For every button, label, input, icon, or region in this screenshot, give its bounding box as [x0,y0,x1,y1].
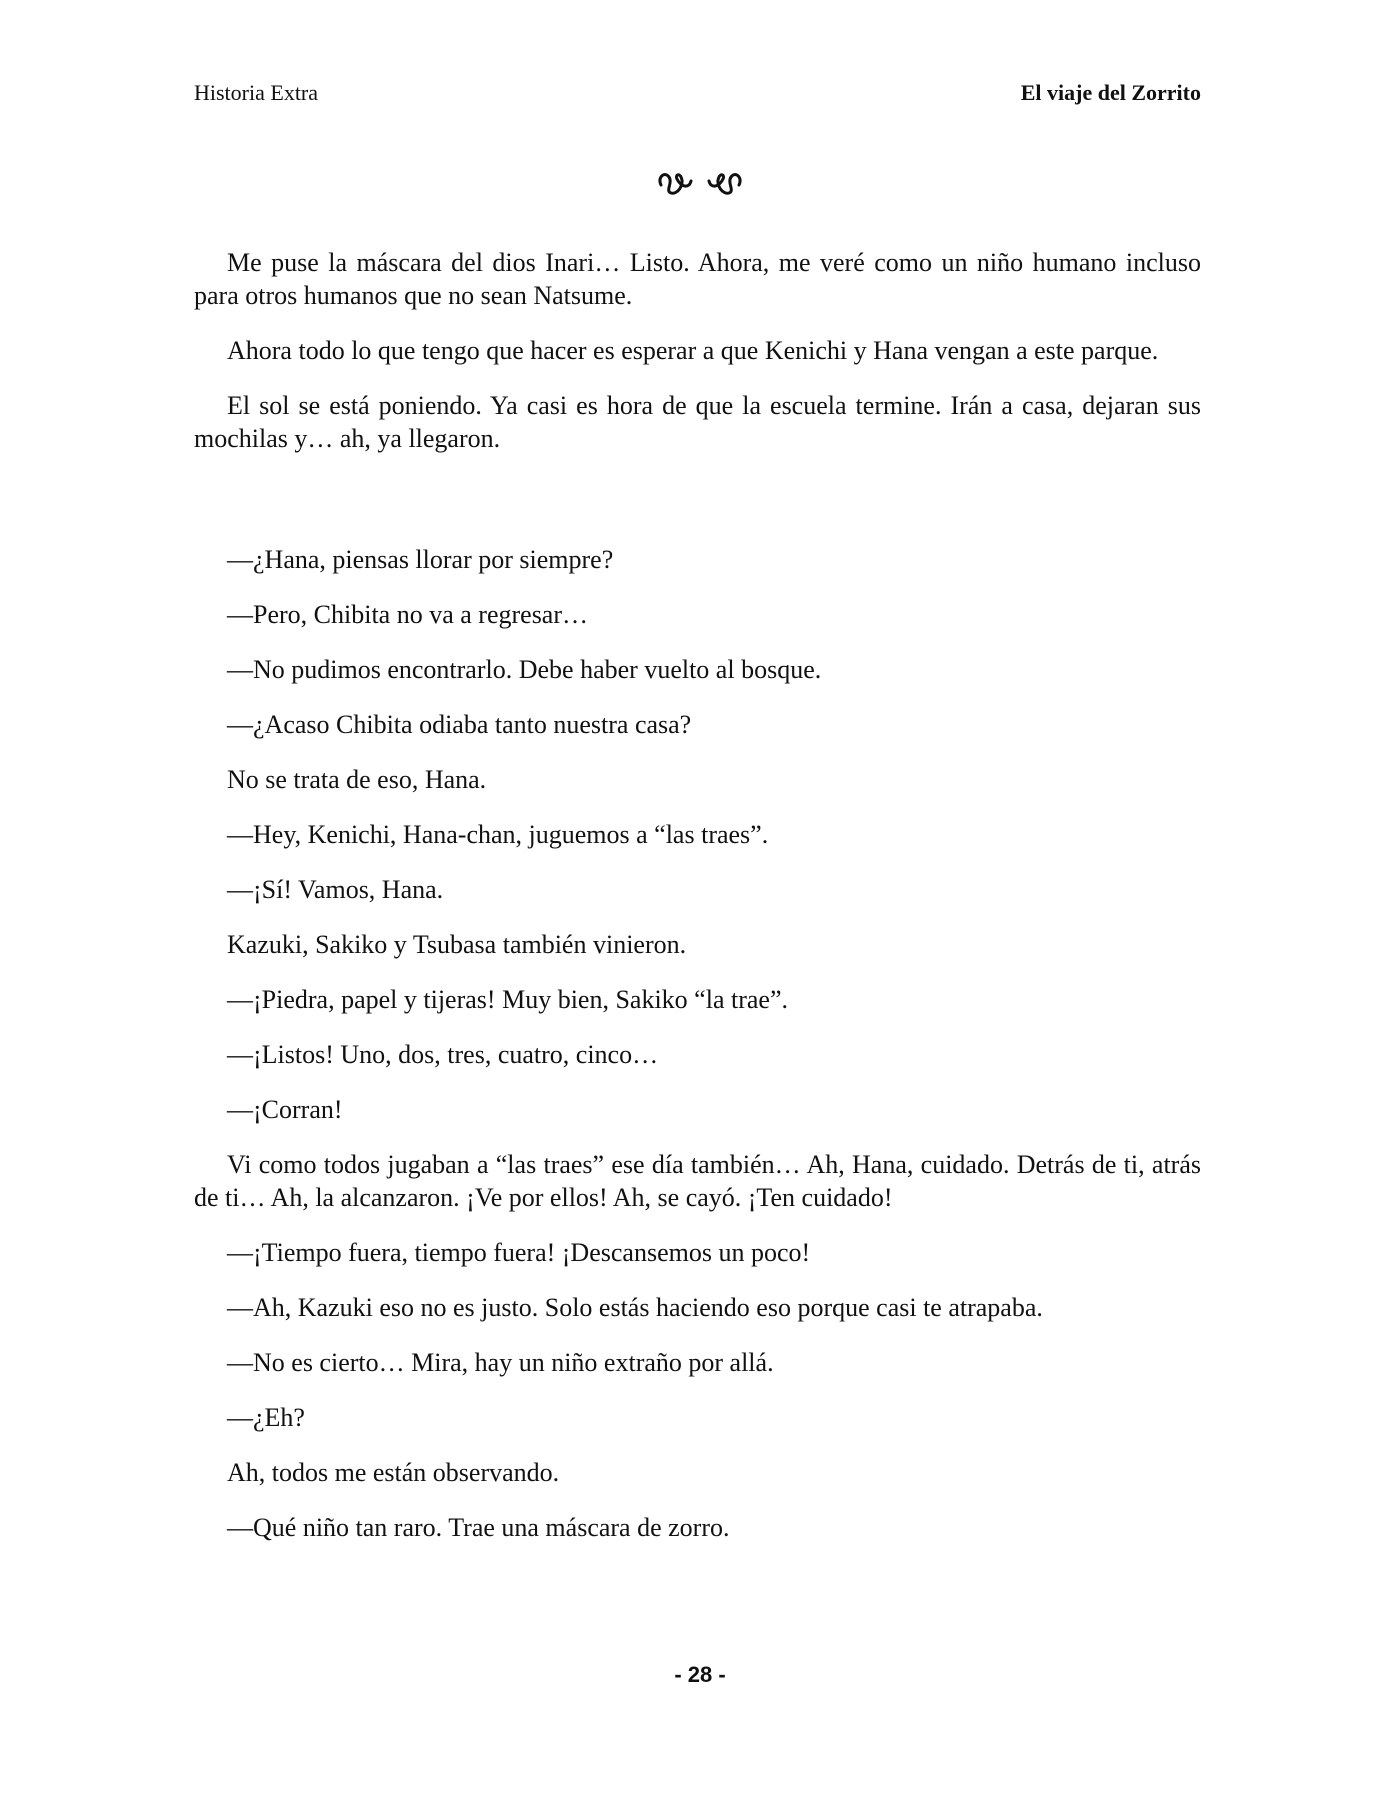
body-text [194,246,1201,1566]
dialogue-line: —¡Listos! Uno, dos, tres, cuatro, cinco… [227,1040,659,1069]
dialogue-line: —¡Piedra, papel y tijeras! Muy bien, Sakiko “la trae”. [227,985,788,1014]
book-title: El viaje del Zorrito [1020,80,1201,105]
dialogue-line: —¡Sí! Vamos, Hana. [227,875,444,904]
ornament-flourish-icon [655,165,745,201]
dialogue-line: —¡Corran! [227,1095,343,1124]
narration-line: Kazuki, Sakiko y Tsubasa también vinieron. [227,930,687,959]
dialogue-line: —No pudimos encontrarlo. Debe haber vuelto al bosque. [227,655,822,684]
dialogue-line: —¿Eh? [227,1403,305,1432]
dialogue-line: —No es cierto… Mira, hay un niño extraño por allá. [227,1348,774,1377]
dialogue-line: —Qué niño tan raro. Trae una máscara de zorro. [227,1513,730,1542]
paragraph: Ahora todo lo que tengo que hacer es esperar a que Kenichi y Hana vengan a este parque. [227,336,1159,365]
dialogue-line: —¿Hana, piensas llorar por siempre? [227,545,614,574]
narration-line: No se trata de eso, Hana. [227,765,487,794]
scene-break-gap [194,477,1201,543]
narration-paragraph: Vi como todos jugaban a “las traes” ese día también… Ah, Hana, cuidado. Detrás de ti, atrás de ti… Ah, la alcanzaron. ¡Ve por ellos! Ah, se cayó. ¡Ten cuidado! [194,1150,1201,1212]
dialogue-line: —Hey, Kenichi, Hana-chan, juguemos a “las traes”. [227,820,769,849]
narration-line: Ah, todos me están observando. [227,1458,560,1487]
dialogue-line: —Pero, Chibita no va a regresar… [227,600,589,629]
dialogue-line: —¿Acaso Chibita odiaba tanto nuestra casa? [227,710,692,739]
paragraph: El sol se está poniendo. Ya casi es hora de que la escuela termine. Irán a casa, dejaran sus mochilas y… ah, ya llegaron. [194,391,1201,453]
dialogue-line: —Ah, Kazuki eso no es justo. Solo estás haciendo eso porque casi te atrapaba. [227,1293,1043,1322]
page-number: - 28 - [674,1662,726,1687]
section-title: Historia Extra [194,80,319,105]
paragraph: Me puse la máscara del dios Inari… Listo. Ahora, me veré como un niño humano incluso para otros humanos que no sean Natsume. [194,248,1201,310]
dialogue-line: —¡Tiempo fuera, tiempo fuera! ¡Descansemos un poco! [227,1238,811,1267]
running-header [194,80,1201,112]
section-ornament-icon [0,165,1400,210]
